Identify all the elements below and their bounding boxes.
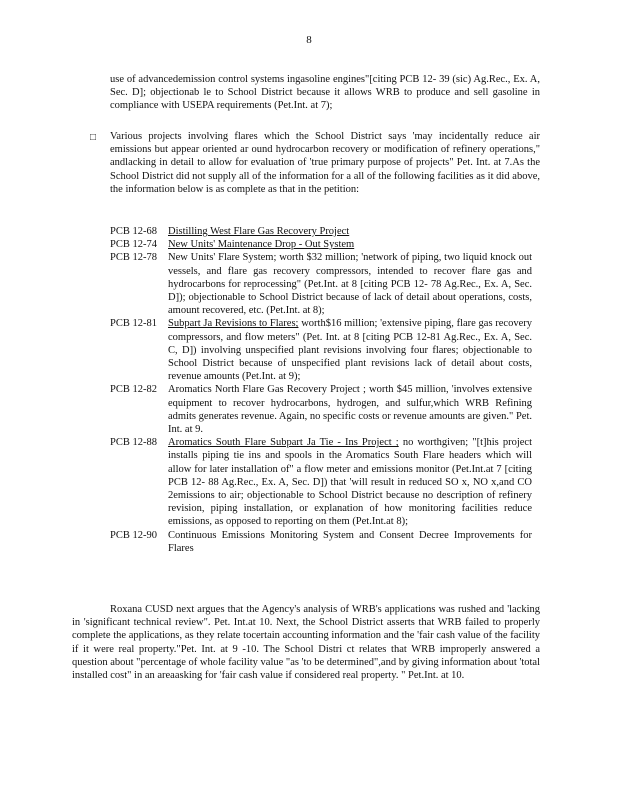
pcb-title: Distilling West Flare Gas Recovery Project xyxy=(168,226,350,237)
bullet-paragraph: Various projects involving flares which the School District says 'may incidentally reduce air emissions but appear oriented ar ound hydrocarbon recovery or modification of refinery operations," andlacking in detail to allow for evaluation of 'true primary purpose of projects" Pet. Int. at 7.As the School District did not supply all of the information for a all of the following facilities as it did above, the information below is as complete as that in the petition: xyxy=(110,131,540,195)
pcb-list xyxy=(110,225,550,555)
pcb-item xyxy=(110,225,550,238)
pcb-number: PCB 12-88 xyxy=(110,437,157,449)
pcb-number: PCB 12-82 xyxy=(110,384,157,396)
pcb-detail: Continuous Emissions Monitoring System and Consent Decree Improvements for Flares xyxy=(168,529,532,554)
pcb-item xyxy=(110,383,550,436)
pcb-detail: worth$16 million; 'extensive piping, flare gas recovery compressors, and flow meters" (Pet. Int. at 8 [citing PCB 12-81 Ag.Rec., Ex. A, Sec. C, D]) involving unspecified plant revisions involving four flares; objectionable to School District because of unspecified plant revisions lack of detail about costs, revenue amounts (Pet.Int. at 9); xyxy=(168,318,532,383)
pcb-detail: New Units' Flare System; worth $32 million; 'network of piping, two liquid knock out vessels, and flare gas recovery compressors, intended to recover flare gas and hydrocarbons for reprocessing" (Pet.Int. at 8 [citing PCB 12- 78 Ag.Rec., Ex. A, Sec. D]); objectionable to School District because of lack of detail about operations, costs, amount recovered, etc. (Pet.Int. at 8); xyxy=(168,252,532,317)
pcb-number: PCB 12-68 xyxy=(110,226,157,237)
pcb-number: PCB 12-78 xyxy=(110,252,157,264)
pcb-item xyxy=(110,529,550,555)
intro-paragraph: use of advancedemission control systems ingasoline engines"[citing PCB 12- 39 (sic) Ag.Rec., Ex. A, Sec. D]; objectionab le to School District because it allows WRB to produce and sell gasoline in compliance with USEPA requirements (Pet.Int. at 7); xyxy=(110,74,540,112)
pcb-detail: Aromatics North Flare Gas Recovery Project ; worth $45 million, 'involves extensive equipment to recover hydrocarbons, hydrogen, and sulfur,which WRB Refining admits generates revenue. Again, no specific costs or revenue amounts are given." Pet. Int. at 9. xyxy=(168,384,532,436)
pcb-item xyxy=(110,317,550,383)
pcb-description xyxy=(168,225,532,238)
pcb-description xyxy=(168,529,532,555)
pcb-description xyxy=(168,251,532,317)
pcb-title: Aromatics South Flare Subpart Ja Tie - Ins Project ; xyxy=(168,437,399,449)
pcb-title: New Units' Maintenance Drop - Out System xyxy=(168,239,355,251)
pcb-detail: no worthgiven; "[t]his project installs piping tie ins and spools in the Aromatics South Flare headers which will allow for later installation of" a flow meter and emissions monitor (Pet.Int.at 7 [citing PCB 12- 88 Ag.Rec., Ex. A, Sec. D]) that 'will result in reduced SO x, NO x,and CO 2emissions to air; objectionable to School District because no description of refinery revision, piping installation, or explanation of how monitoring facilities reduce emissions, as opposed to reporting on them (Pet.Int.at 8); xyxy=(168,437,533,528)
checkbox-bullet-icon: □ xyxy=(90,132,97,143)
pcb-item xyxy=(110,238,550,251)
closing-paragraph: Roxana CUSD next argues that the Agency's analysis of WRB's applications was rushed and 'lacking in 'significant technical review". Pet. Int.at 10. Next, the School District asserts that WRB failed to properly complete the applications, as they relate tocertain accounting information and the 'fair cash value of the facility if it were real property."Pet. Int. at 9 -10. The School Distri ct relates that WRB improperly answered a question about "percentage of whole facility value "as 'to be determined",and by giving information about 'total installed cost" in an areaasking for 'fair cash value if considered real property. " Pet.Int. at 10. xyxy=(72,604,541,682)
pcb-number: PCB 12-81 xyxy=(110,318,157,330)
pcb-number: PCB 12-90 xyxy=(110,529,157,541)
pcb-description xyxy=(168,383,532,436)
pcb-item xyxy=(110,251,550,317)
pcb-item xyxy=(110,436,550,528)
pcb-description xyxy=(168,436,532,528)
pcb-title: Subpart Ja Revisions to Flares; xyxy=(168,318,299,330)
pcb-description xyxy=(168,238,532,251)
pcb-description xyxy=(168,317,532,383)
pcb-number: PCB 12-74 xyxy=(110,239,157,251)
page-number: 8 xyxy=(306,34,312,46)
